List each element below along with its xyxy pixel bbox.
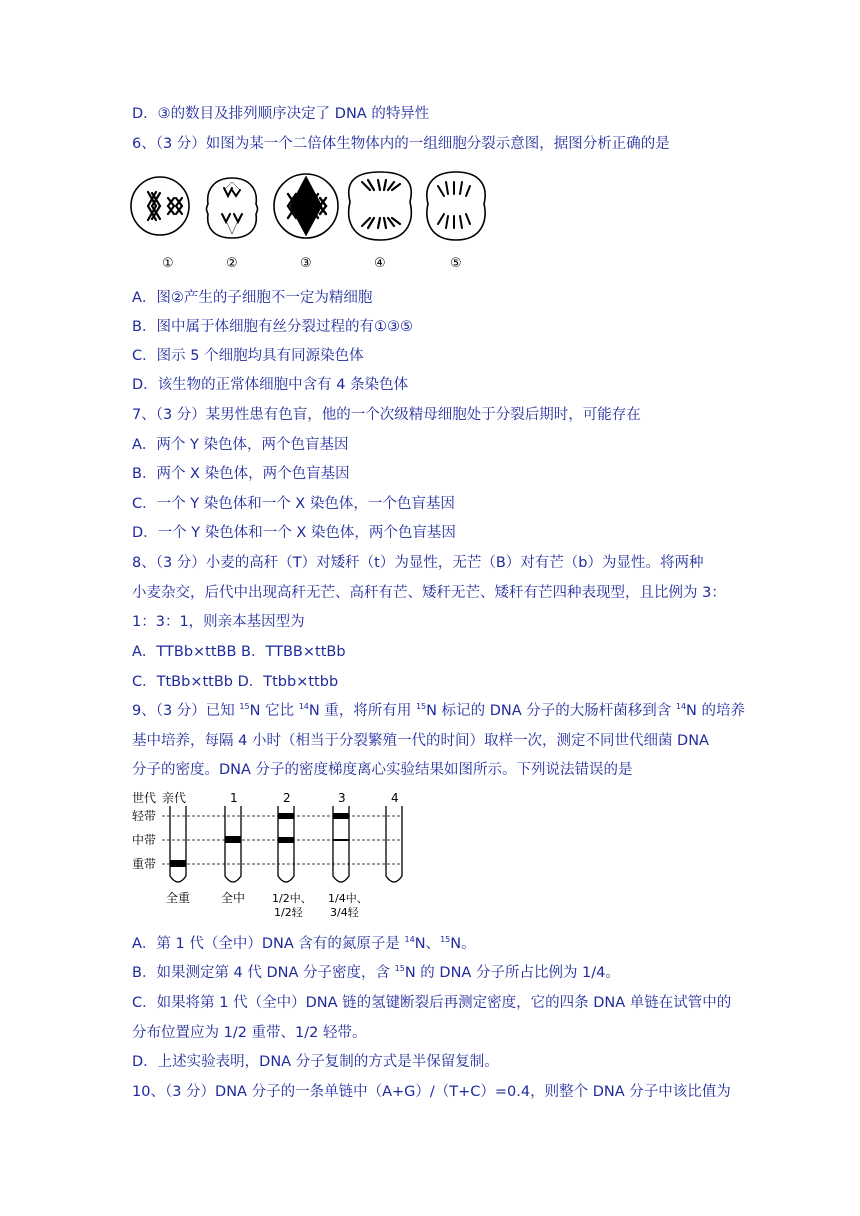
q8-stem-line2: 小麦杂交，后代中出现高秆无芒、高秆有芒、矮秆无芒、矮秆有芒四种表现型，且比例为 3：	[132, 585, 726, 601]
bottom-label-parent: 全重	[166, 891, 191, 905]
bottom-label-gen3-line2: 3/4轻	[330, 906, 359, 919]
q7-option-c: C．一个 Y 染色体和一个 X 染色体，一个色盲基因	[132, 496, 455, 512]
bottom-label-gen3-line1: 1/4中、	[328, 892, 368, 905]
q9-option-b	[132, 963, 620, 983]
q6-option-a: A．图②产生的子细胞不一定为精细胞	[132, 290, 373, 306]
density-gradient-figure	[132, 788, 422, 928]
q7-option-d: D．一个 Y 染色体和一个 X 染色体，两个色盲基因	[132, 525, 456, 541]
isotope-superscript: 15	[394, 964, 405, 974]
q9-option-d: D．上述实验表明，DNA 分子复制的方式是半保留复制。	[132, 1054, 499, 1070]
isotope-superscript: 15	[239, 702, 250, 712]
header-generation: 世代	[132, 791, 157, 805]
band-label-middle: 中带	[132, 833, 157, 847]
q10-stem: 10、（3 分）DNA 分子的一条单链中（A+G）/（T+C）=0.4，则整个 DNA 分子中该比值为	[132, 1084, 731, 1100]
cell-division-diagram	[130, 166, 500, 276]
cell-label-5: ⑤	[450, 256, 462, 271]
cell-label-1: ①	[162, 256, 174, 271]
bottom-label-gen2-line1: 1/2中、	[272, 892, 312, 905]
gen-label-2: 2	[283, 791, 291, 805]
isotope-superscript: 14	[298, 702, 309, 712]
bottom-label-gen1: 全中	[221, 891, 246, 905]
q9-option-a-text: N、	[414, 936, 441, 952]
density-tube-diagram	[132, 788, 422, 928]
q9-stem-line2: 基中培养，每隔 4 小时（相当于分裂繁殖一代的时间）取样一次，测定不同世代细菌 DNA	[132, 733, 709, 749]
gen-label-1: 1	[230, 791, 238, 805]
q5-option-d: D．③的数目及排列顺序决定了 DNA 的特异性	[132, 106, 430, 122]
q6-option-c: C．图示 5 个细胞均具有同源染色体	[132, 348, 364, 364]
q9-stem-line1	[132, 701, 745, 721]
isotope-superscript: 15	[415, 702, 427, 712]
q9-option-a	[132, 934, 476, 954]
q8-options-ab: A．TTBb×ttBB B．TTBB×ttBb	[132, 644, 346, 660]
q6-option-d: D．该生物的正常体细胞中含有 4 条染色体	[132, 377, 409, 393]
q9-text: N 它比	[249, 703, 299, 719]
cell-label-2: ②	[226, 256, 238, 271]
q8-options-cd: C．TtBb×ttBb D．Ttbb×ttbb	[132, 674, 339, 690]
bottom-label-gen2-line2: 1/2轻	[274, 906, 303, 919]
q9-option-b-text: N 的 DNA 分子所占比例为 1/4。	[404, 965, 620, 981]
cell-division-figure	[130, 166, 500, 276]
isotope-superscript: 14	[675, 702, 687, 712]
gen-label-4: 4	[391, 791, 399, 805]
gen-label-3: 3	[338, 791, 346, 805]
header-parent: 亲代	[162, 791, 187, 805]
cell-label-3: ③	[300, 256, 312, 271]
q9-option-a-text: N。	[450, 936, 476, 952]
band-label-heavy: 重带	[132, 857, 157, 871]
q9-option-c-line1: C．如果将第 1 代（全中）DNA 链的氢键断裂后再测定密度，它的四条 DNA 单链在试管中的	[132, 995, 732, 1011]
q6-option-b: B．图中属于体细胞有丝分裂过程的有①③⑤	[132, 319, 413, 335]
q8-stem-line3: 1：3：1，则亲本基因型为	[132, 614, 305, 630]
q7-option-b: B．两个 X 染色体，两个色盲基因	[132, 466, 350, 482]
q6-stem: 6、（3 分）如图为某一个二倍体生物体内的一组细胞分裂示意图，据图分析正确的是	[132, 136, 670, 152]
isotope-superscript: 14	[404, 935, 415, 945]
q9-option-c-line2: 分布位置应为 1/2 重带、1/2 轻带。	[132, 1025, 367, 1041]
band-label-light: 轻带	[132, 809, 157, 823]
q9-option-a-text: A．第 1 代（全中）DNA 含有的氮原子是	[132, 936, 405, 952]
cell-label-4: ④	[374, 256, 386, 271]
q9-option-b-text: B．如果测定第 4 代 DNA 分子密度，含	[132, 965, 395, 981]
q8-stem-line1: 8、（3 分）小麦的高秆（T）对矮秆（t）为显性，无芒（B）对有芒（b）为显性。将两种	[132, 555, 704, 571]
q9-stem-line3: 分子的密度。DNA 分子的密度梯度离心实验结果如图所示。下列说法错误的是	[132, 762, 633, 778]
q9-text: N 重，将所有用	[308, 703, 416, 719]
q9-text: N 标记的 DNA 分子的大肠杆菌移到含	[426, 703, 676, 719]
q7-option-a: A．两个 Y 染色体，两个色盲基因	[132, 437, 349, 453]
isotope-superscript: 15	[440, 935, 451, 945]
q7-stem: 7、（3 分）某男性患有色盲，他的一个次级精母细胞处于分裂后期时，可能存在	[132, 407, 641, 423]
q9-text: 9、（3 分）已知	[132, 703, 240, 719]
q9-text: N 的培养	[686, 703, 746, 719]
